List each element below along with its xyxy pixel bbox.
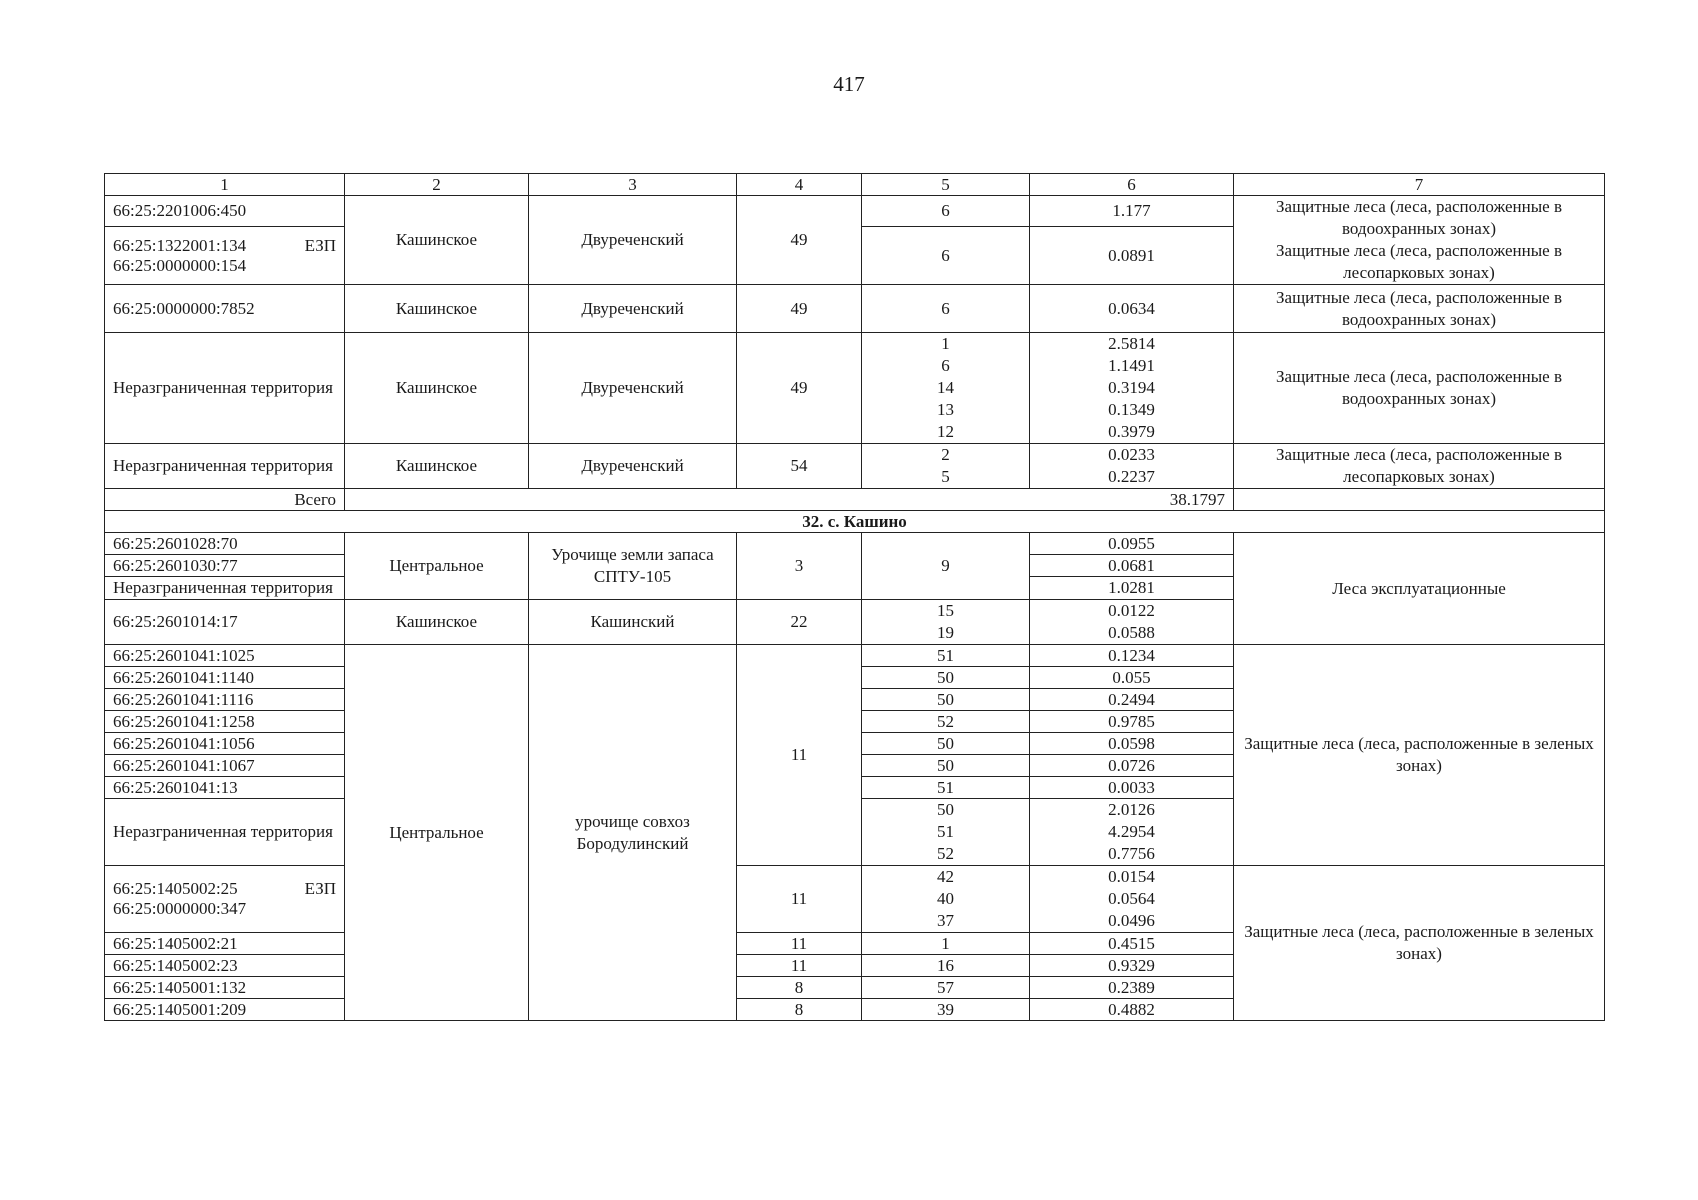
area-value: 0.0598 — [1030, 733, 1234, 755]
forestry-tract: Двуреченский — [529, 196, 737, 285]
section-number: 50 — [862, 689, 1030, 711]
quarter-number: 8 — [737, 999, 862, 1021]
column-header: 2 — [345, 174, 529, 196]
area-value: 0.7756 — [1108, 844, 1155, 863]
quarter-number: 54 — [737, 444, 862, 489]
section-number: 6 — [941, 356, 950, 375]
area-value: 1.0281 — [1030, 577, 1234, 600]
cadastral-number: 66:25:2601041:1116 — [105, 689, 345, 711]
area-value-list — [1030, 333, 1234, 444]
quarter-number: 49 — [737, 285, 862, 333]
section-number: 16 — [862, 955, 1030, 977]
ezp-label: ЕЗП — [304, 235, 336, 255]
table-row — [105, 533, 1605, 555]
section-number: 50 — [862, 733, 1030, 755]
area-value: 0.0233 — [1108, 445, 1155, 464]
cadastral-number: 66:25:1405002:21 — [105, 933, 345, 955]
area-value: 0.4882 — [1030, 999, 1234, 1021]
cadastral-number: Неразграниченная территория — [105, 444, 345, 489]
ezp-label: ЕЗП — [304, 879, 336, 898]
area-value: 4.2954 — [1108, 822, 1155, 841]
cadastral-number: 66:25:2601041:1067 — [105, 755, 345, 777]
cadastral-number: 66:25:0000000:7852 — [105, 285, 345, 333]
forestry-district: Кашинское — [345, 600, 529, 645]
table-row — [105, 285, 1605, 333]
section-number: 52 — [937, 844, 954, 863]
section-number-list — [862, 333, 1030, 444]
section-number: 51 — [862, 645, 1030, 667]
forestry-tract: Кашинский — [529, 600, 737, 645]
area-value: 2.5814 — [1108, 334, 1155, 353]
cadastral-number-part: 66:25:1405002:25 — [113, 879, 238, 898]
forest-category: Защитные леса (леса, расположенные в водоохранных зонах) — [1234, 333, 1605, 444]
quarter-number: 11 — [737, 933, 862, 955]
section-number: 37 — [937, 911, 954, 930]
area-value: 0.0891 — [1030, 227, 1234, 285]
section-number: 50 — [937, 800, 954, 819]
table-row — [105, 645, 1605, 667]
area-value: 1.177 — [1030, 196, 1234, 227]
header-row — [105, 174, 1605, 196]
forestry-tract: Урочище земли запаса СПТУ-105 — [529, 533, 737, 600]
area-value: 0.3979 — [1108, 422, 1155, 441]
cadastral-number: 66:25:1405001:132 — [105, 977, 345, 999]
column-header: 5 — [862, 174, 1030, 196]
quarter-number: 49 — [737, 196, 862, 285]
area-value: 0.0588 — [1108, 623, 1155, 642]
forest-category: Леса эксплуатационные — [1234, 533, 1605, 645]
cadastral-number: 66:25:2601028:70 — [105, 533, 345, 555]
forest-category-line: Защитные леса (леса, расположенные в лесопарковых зонах) — [1276, 241, 1562, 282]
forestry-district: Кашинское — [345, 444, 529, 489]
area-value: 0.055 — [1030, 667, 1234, 689]
forestry-district: Кашинское — [345, 285, 529, 333]
column-header: 1 — [105, 174, 345, 196]
table-row — [105, 333, 1605, 444]
quarter-number: 11 — [737, 645, 862, 866]
section-number: 42 — [937, 867, 954, 886]
area-value: 2.0126 — [1108, 800, 1155, 819]
section-number-list — [862, 600, 1030, 645]
cadastral-number — [105, 866, 345, 933]
area-value: 0.0033 — [1030, 777, 1234, 799]
total-value: 38.1797 — [345, 489, 1234, 511]
cadastral-number-part: 66:25:1322001:134 — [113, 235, 247, 255]
forest-category: Защитные леса (леса, расположенные в водоохранных зонах) — [1234, 285, 1605, 333]
total-row — [105, 489, 1605, 511]
section-number-list — [862, 799, 1030, 866]
section-number: 6 — [862, 196, 1030, 227]
section-number: 12 — [937, 422, 954, 441]
quarter-number: 22 — [737, 600, 862, 645]
section-number: 1 — [862, 933, 1030, 955]
section-number: 15 — [937, 601, 954, 620]
cadastral-number: 66:25:2601041:1056 — [105, 733, 345, 755]
cadastral-number: 66:25:2601041:1140 — [105, 667, 345, 689]
area-value: 0.0634 — [1030, 285, 1234, 333]
section-number: 5 — [941, 467, 950, 486]
forestry-district: Центральное — [345, 533, 529, 600]
cadastral-number-part: 66:25:0000000:154 — [113, 255, 247, 275]
section-number: 1 — [941, 334, 950, 353]
cadastral-number: 66:25:1405001:209 — [105, 999, 345, 1021]
area-value-list — [1030, 444, 1234, 489]
forestry-tract: урочище совхоз Бородулинский — [529, 645, 737, 1021]
column-header: 7 — [1234, 174, 1605, 196]
forest-category — [1234, 196, 1605, 285]
forestry-tract: Двуреченский — [529, 285, 737, 333]
forestry-tract: Двуреченский — [529, 444, 737, 489]
section-number-list — [862, 866, 1030, 933]
section-title: 32. с. Кашино — [105, 511, 1605, 533]
quarter-number: 11 — [737, 866, 862, 933]
section-number: 57 — [862, 977, 1030, 999]
section-number: 51 — [937, 822, 954, 841]
area-value-list — [1030, 600, 1234, 645]
area-value: 0.2389 — [1030, 977, 1234, 999]
column-header: 6 — [1030, 174, 1234, 196]
total-label: Всего — [105, 489, 345, 511]
area-value: 0.3194 — [1108, 378, 1155, 397]
forest-plots-table — [104, 173, 1605, 1021]
forestry-district: Кашинское — [345, 333, 529, 444]
cadastral-number: 66:25:1405002:23 — [105, 955, 345, 977]
cadastral-number: Неразграниченная территория — [105, 799, 345, 866]
cadastral-number: 66:25:2601041:1025 — [105, 645, 345, 667]
table-row — [105, 866, 1605, 933]
section-number: 52 — [862, 711, 1030, 733]
area-value: 0.1234 — [1030, 645, 1234, 667]
column-header: 4 — [737, 174, 862, 196]
section-row — [105, 511, 1605, 533]
area-value: 0.0726 — [1030, 755, 1234, 777]
section-number: 6 — [862, 227, 1030, 285]
area-value: 0.2494 — [1030, 689, 1234, 711]
quarter-number: 11 — [737, 955, 862, 977]
section-number: 13 — [937, 400, 954, 419]
cadastral-number: 66:25:2601041:13 — [105, 777, 345, 799]
area-value: 0.0955 — [1030, 533, 1234, 555]
section-number: 2 — [941, 445, 950, 464]
section-number: 14 — [937, 378, 954, 397]
area-value: 0.1349 — [1108, 400, 1155, 419]
forest-category: Защитные леса (леса, расположенные в лесопарковых зонах) — [1234, 444, 1605, 489]
cadastral-number: 66:25:2601041:1258 — [105, 711, 345, 733]
section-number: 50 — [862, 667, 1030, 689]
cadastral-number-part: 66:25:0000000:347 — [113, 899, 247, 918]
area-value-list — [1030, 799, 1234, 866]
forestry-tract: Двуреченский — [529, 333, 737, 444]
section-number-list — [862, 444, 1030, 489]
section-number: 39 — [862, 999, 1030, 1021]
area-value: 0.0154 — [1108, 867, 1155, 886]
cadastral-number — [105, 227, 345, 285]
quarter-number: 3 — [737, 533, 862, 600]
area-value: 0.9329 — [1030, 955, 1234, 977]
column-header: 3 — [529, 174, 737, 196]
forestry-district: Кашинское — [345, 196, 529, 285]
area-value: 1.1491 — [1108, 356, 1155, 375]
forest-category-line: Защитные леса (леса, расположенные в водоохранных зонах) — [1276, 197, 1562, 238]
forestry-district: Центральное — [345, 645, 529, 1021]
quarter-number: 49 — [737, 333, 862, 444]
section-number: 9 — [862, 533, 1030, 600]
cadastral-number: Неразграниченная территория — [105, 333, 345, 444]
cadastral-number: 66:25:2601030:77 — [105, 555, 345, 577]
area-value: 0.0681 — [1030, 555, 1234, 577]
section-number: 19 — [937, 623, 954, 642]
quarter-number: 8 — [737, 977, 862, 999]
section-number: 51 — [862, 777, 1030, 799]
section-number: 40 — [937, 889, 954, 908]
cadastral-number: Неразграниченная территория — [105, 577, 345, 600]
cadastral-number: 66:25:2201006:450 — [105, 196, 345, 227]
forest-category: Защитные леса (леса, расположенные в зеленых зонах) — [1234, 866, 1605, 1021]
page-number: 417 — [833, 72, 865, 96]
area-value-list — [1030, 866, 1234, 933]
cadastral-number: 66:25:2601014:17 — [105, 600, 345, 645]
section-number: 6 — [862, 285, 1030, 333]
area-value: 0.9785 — [1030, 711, 1234, 733]
area-value: 0.0122 — [1108, 601, 1155, 620]
area-value: 0.0564 — [1108, 889, 1155, 908]
empty-cell — [1234, 489, 1605, 511]
table-row — [105, 444, 1605, 489]
area-value: 0.2237 — [1108, 467, 1155, 486]
area-value: 0.4515 — [1030, 933, 1234, 955]
section-number: 50 — [862, 755, 1030, 777]
area-value: 0.0496 — [1108, 911, 1155, 930]
table-row — [105, 196, 1605, 227]
forest-category: Защитные леса (леса, расположенные в зеленых зонах) — [1234, 645, 1605, 866]
